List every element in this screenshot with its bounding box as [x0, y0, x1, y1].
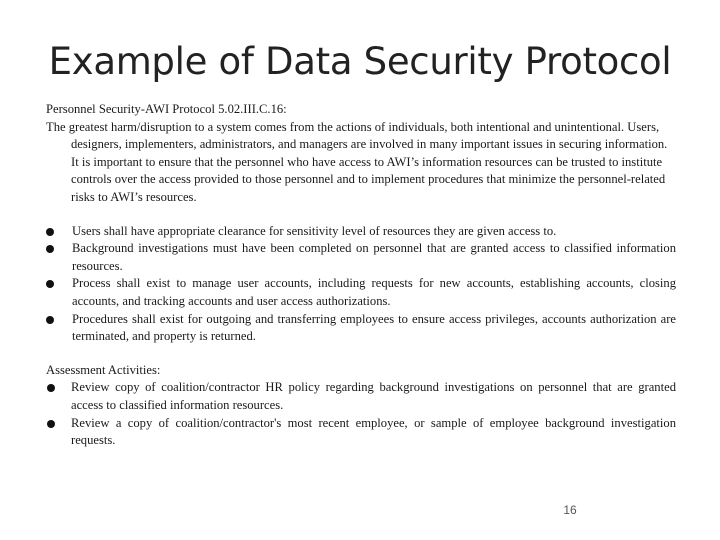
bullet-icon: [46, 280, 54, 288]
page-number: 16: [563, 503, 577, 517]
list-item-text: Review copy of coalition/contractor HR policy regarding background investigations on personnel that are granted access to classified information resources.: [71, 380, 676, 412]
list-item-text: Review a copy of coalition/contractor's most recent employee, or sample of employee background investigation requests.: [71, 415, 676, 448]
assessment-list: [46, 379, 676, 449]
assessment-heading: Assessment Activities:: [46, 362, 161, 377]
requirements-list: [46, 223, 676, 346]
bullet-icon: [46, 316, 54, 324]
list-item: [46, 275, 676, 310]
bullet-icon: [46, 245, 54, 253]
protocol-heading: Personnel Security-AWI Protocol 5.02.III.C.16:: [46, 102, 287, 116]
list-item: [46, 240, 676, 275]
bullet-icon: [47, 420, 55, 428]
list-item: [46, 379, 676, 414]
slide-body: [46, 101, 676, 450]
list-item-text: Background investigations must have been completed on personnel that are granted access to classified information resources.: [72, 241, 676, 273]
list-item-text: Process shall exist to manage user accounts, including requests for new accounts, establishing accounts, closing accounts, and tracking accounts and user access authorizations.: [72, 276, 676, 308]
list-item: [46, 223, 676, 241]
bullet-icon: [47, 384, 55, 392]
slide-title: Example of Data Security Protocol: [48, 40, 672, 83]
bullet-icon: [46, 228, 54, 236]
list-item-text: Procedures shall exist for outgoing and transferring employees to ensure access privileges, accounts authorization are terminated, and property is returned.: [72, 311, 676, 344]
list-item: [46, 311, 676, 346]
list-item: [46, 415, 676, 450]
list-item-text: Users shall have appropriate clearance for sensitivity level of resources they are given access to.: [72, 223, 557, 238]
intro-paragraph: The greatest harm/disruption to a system comes from the actions of individuals, both intentional and unintentional. Users, designers, implementers, administrators, and managers are involved in many important issues in securing information. It is important to ensure that the personnel who have access to AWI’s information resources can be trusted to institute controls over the access provided to those personnel and to implement procedures that minimize the personnel-related risks to AWI’s resources.: [46, 119, 668, 204]
